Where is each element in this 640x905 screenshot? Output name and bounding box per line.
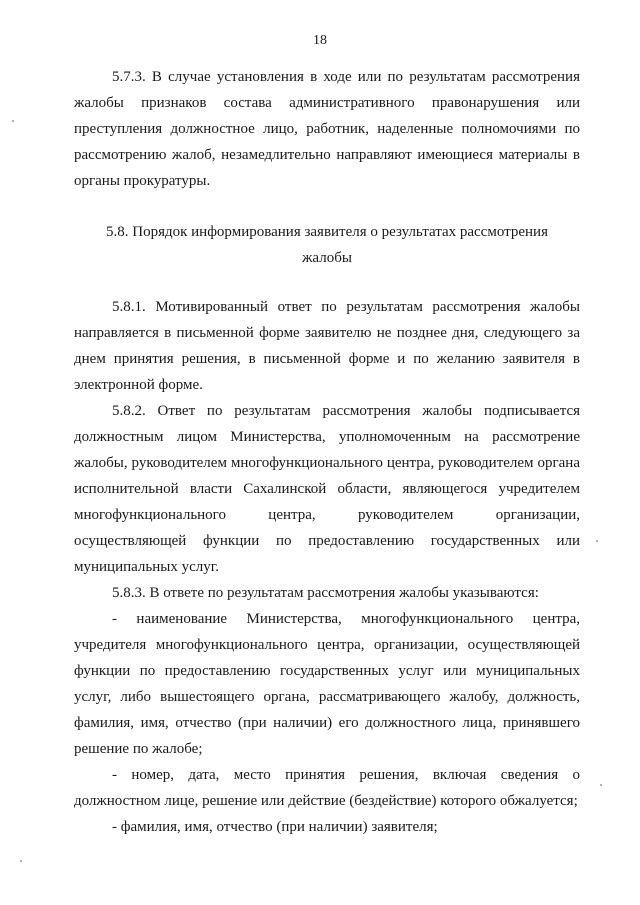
heading-5-8-line-1: 5.8. Порядок информирования заявителя о результатах рассмотрения [106,224,548,240]
heading-5-8 [74,219,580,271]
scan-speck [600,784,602,786]
list-item-5-8-3-2: - номер, дата, место принятия решения, включая сведения о должностном лице, решение или действие (бездействие) которого обжалуется; [74,767,580,809]
heading-5-8-line-2: жалобы [302,250,352,266]
page-number: 18 [313,33,327,48]
list-item-5-8-3-1: - наименование Министерства, многофункционального центра, учредителя многофункционального центра, организации, осуществляющей функции по предоставлению государственных услуг или муниципальных услуг, либо вышестоящего органа, рассматривающего жалобу, должность, фамилия, имя, отчество (при наличии) его должностного лица, принявшего решение по жалобе; [74,611,580,757]
list-item-5-8-3-3: - фамилия, имя, отчество (при наличии) заявителя; [112,819,438,835]
scan-speck [20,860,22,862]
paragraph-5-7-3: 5.7.3. В случае установления в ходе или по результатам рассмотрения жалобы признаков состава административного правонарушения или преступления должностное лицо, работник, наделенные полномочиями по рассмотрению жалоб, незамедлительно направляют имеющиеся материалы в органы прокуратуры. [74,69,580,189]
paragraph-5-8-2: 5.8.2. Ответ по результатам рассмотрения жалобы подписывается должностным лицом Министерства, уполномоченным на рассмотрение жалобы, руководителем многофункционального центра, руководителем органа исполнительной власти Сахалинской области, являющегося учредителем многофункционального центра, руководителем организации, осуществляющей функции по предоставлению государственных или муниципальных услуг. [74,403,580,575]
paragraph-5-8-1: 5.8.1. Мотивированный ответ по результатам рассмотрения жалобы направляется в письменной форме заявителю не позднее дня, следующего за днем принятия решения, в письменной форме и по желанию заявителя в электронной форме. [74,299,580,393]
section-heading-5-8 [74,219,580,271]
scan-speck [12,120,14,122]
section-5-7-3 [74,64,580,194]
scan-speck [596,540,598,542]
section-5-8-1-to-5-8-3 [74,294,580,840]
paragraph-5-8-3-intro: 5.8.3. В ответе по результатам рассмотрения жалобы указываются: [112,585,539,601]
